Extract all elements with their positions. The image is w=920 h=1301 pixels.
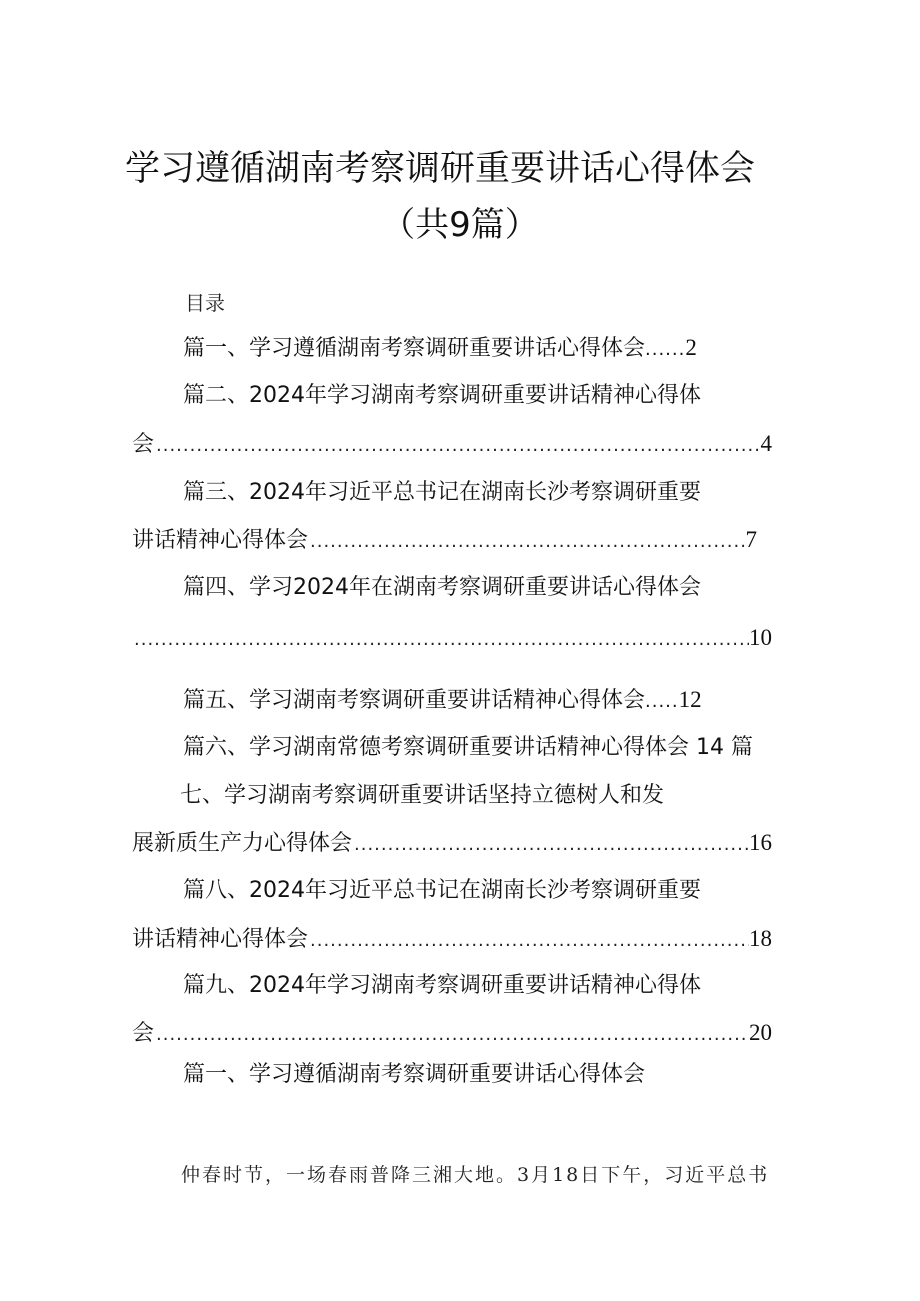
toc-leader-dots	[352, 825, 749, 865]
document-title: 学习遵循湖南考察调研重要讲话心得体会	[124, 149, 755, 189]
toc-entry-title: 篇九、2024年学习湖南考察调研重要讲话精神心得体	[183, 973, 701, 998]
toc-entry-7-line-2[interactable]	[132, 823, 772, 863]
toc-leader-dots	[154, 426, 760, 466]
toc-entry-title: 篇五、学习湖南考察调研重要讲话精神心得体会	[183, 688, 646, 713]
toc-leader-dots	[154, 1015, 749, 1055]
toc-entry-9-line-2[interactable]	[132, 1013, 772, 1053]
toc-page-number: 4	[760, 431, 772, 456]
toc-leader-dots	[132, 620, 749, 660]
toc-page-number: 7	[745, 527, 757, 552]
toc-entry-title: 篇八、2024年习近平总书记在湖南长沙考察调研重要	[183, 878, 701, 903]
toc-entry-8-line-1[interactable]	[183, 871, 701, 911]
toc-entry-title: 讲话精神心得体会	[132, 528, 309, 553]
toc-entry-1[interactable]	[183, 328, 697, 368]
toc-entry-3-line-1[interactable]	[183, 473, 701, 513]
toc-entry-title: 七、学习湖南考察调研重要讲话坚持立德树人和发	[180, 783, 665, 808]
toc-entry-title: 篇三、2024年习近平总书记在湖南长沙考察调研重要	[183, 480, 701, 505]
toc-page-number: 18	[749, 926, 772, 951]
body-paragraph: 仲春时节，一场春雨普降三湘大地。3月18日下午，习近平总书	[181, 1164, 770, 1186]
toc-entry-title: 讲话精神心得体会	[132, 927, 309, 952]
toc-entry-5[interactable]	[183, 680, 702, 720]
toc-entry-title: 篇六、学习湖南常德考察调研重要讲话精神心得体会 14 篇	[183, 735, 753, 760]
toc-leader-dots: ......	[645, 339, 686, 360]
toc-entry-2-line-2[interactable]	[132, 424, 772, 464]
toc-page-number: 2	[685, 335, 697, 360]
toc-leader-dots	[308, 921, 749, 961]
toc-entry-4-line-2[interactable]	[132, 618, 772, 658]
toc-entry-6[interactable]	[183, 728, 753, 768]
toc-entry-2-line-1[interactable]	[183, 376, 701, 416]
document-subtitle: （共9篇）	[381, 205, 539, 245]
toc-entry-title: 会	[132, 1021, 155, 1046]
toc-page-number: 16	[749, 830, 772, 855]
toc-entry-title: 展新质生产力心得体会	[132, 831, 353, 856]
toc-entry-title: 会	[132, 432, 155, 457]
toc-page-number: 20	[749, 1020, 772, 1045]
section-heading: 篇一、学习遵循湖南考察调研重要讲话心得体会	[183, 1062, 646, 1087]
toc-entry-title: 篇二、2024年学习湖南考察调研重要讲话精神心得体	[183, 383, 701, 408]
toc-page-number: 12	[678, 687, 702, 712]
toc-entry-7-line-1[interactable]	[180, 776, 664, 816]
toc-entry-4-line-1[interactable]	[183, 568, 701, 608]
toc-entry-8-line-2[interactable]	[132, 919, 772, 959]
toc-entry-9-line-1[interactable]	[183, 966, 701, 1006]
toc-leader-dots: .....	[645, 691, 679, 712]
toc-leader-dots	[308, 522, 745, 562]
toc-entry-3-line-2[interactable]	[132, 520, 757, 560]
toc-entry-title: 篇四、学习2024年在湖南考察调研重要讲话心得体会	[183, 575, 701, 600]
toc-page-number: 10	[749, 625, 772, 650]
toc-label: 目录	[185, 291, 225, 315]
toc-entry-title: 篇一、学习遵循湖南考察调研重要讲话心得体会	[183, 336, 646, 361]
